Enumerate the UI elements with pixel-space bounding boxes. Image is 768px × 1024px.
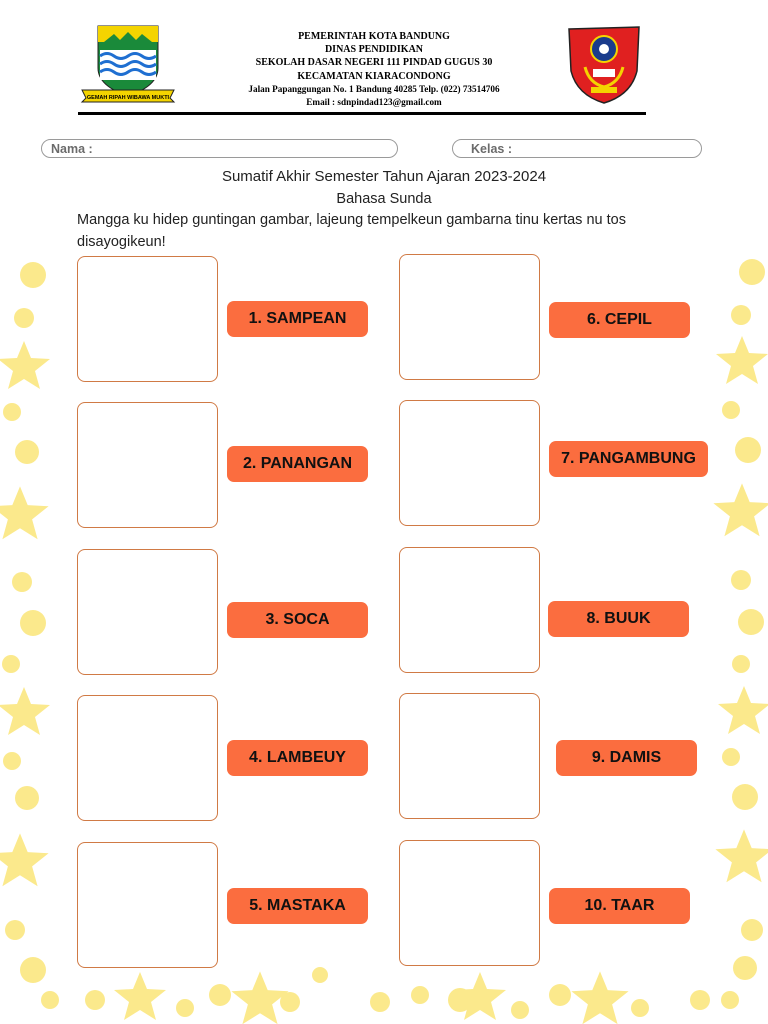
label-sampean: 1. SAMPEAN <box>227 301 368 337</box>
label-pangambung: 7. PANGAMBUNG <box>549 441 708 477</box>
label-taar: 10. TAAR <box>549 888 690 924</box>
school-badge-logo <box>565 25 643 105</box>
worksheet-title: Sumatif Akhir Semester Tahun Ajaran 2023-2024 <box>221 168 547 185</box>
header-line-3: SEKOLAH DASAR NEGERI 111 PINDAD GUGUS 30 <box>255 57 493 69</box>
header-line-4: KECAMATAN KIARACONDONG <box>297 70 451 82</box>
label-buuk: 8. BUUK <box>548 601 689 637</box>
header-divider <box>78 112 646 115</box>
label-panangan: 2. PANANGAN <box>227 446 368 482</box>
picture-box-6[interactable] <box>399 254 540 380</box>
instruction-text: Mangga ku hidep guntingan gambar, lajeung tempelkeun gambarna tinu kertas nu tos disayogikeun! <box>77 212 626 250</box>
picture-box-10[interactable] <box>399 840 540 966</box>
label-damis: 9. DAMIS <box>556 740 697 776</box>
nama-label: Nama : <box>51 142 93 156</box>
kelas-field[interactable] <box>452 139 702 158</box>
picture-box-3[interactable] <box>77 549 218 675</box>
letterhead <box>0 0 768 130</box>
nama-field[interactable] <box>41 139 398 158</box>
header-line-2: DINAS PENDIDIKAN <box>324 44 424 56</box>
label-mastaka: 5. MASTAKA <box>227 888 368 924</box>
picture-box-7[interactable] <box>399 400 540 526</box>
bandung-city-emblem <box>80 24 176 104</box>
picture-box-9[interactable] <box>399 693 540 819</box>
school-letterhead-text <box>224 30 524 109</box>
picture-box-1[interactable] <box>77 256 218 382</box>
label-lambeuy: 4. LAMBEUY <box>227 740 368 776</box>
picture-box-5[interactable] <box>77 842 218 968</box>
picture-box-8[interactable] <box>399 547 540 673</box>
label-cepil: 6. CEPIL <box>549 302 690 338</box>
worksheet-subject: Bahasa Sunda <box>336 191 432 207</box>
label-soca: 3. SOCA <box>227 602 368 638</box>
header-email: Email : sdnpindad123@gmail.com <box>306 97 442 108</box>
picture-box-4[interactable] <box>77 695 218 821</box>
header-address: Jalan Papanggungan No. 1 Bandung 40285 Telp. (022) 73514706 <box>248 83 500 94</box>
picture-box-2[interactable] <box>77 402 218 528</box>
emblem-motto: GEMAH RIPAH WIBAWA MUKTI <box>86 95 170 101</box>
header-line-1: PEMERINTAH KOTA BANDUNG <box>298 31 450 42</box>
kelas-label: Kelas : <box>471 142 512 156</box>
